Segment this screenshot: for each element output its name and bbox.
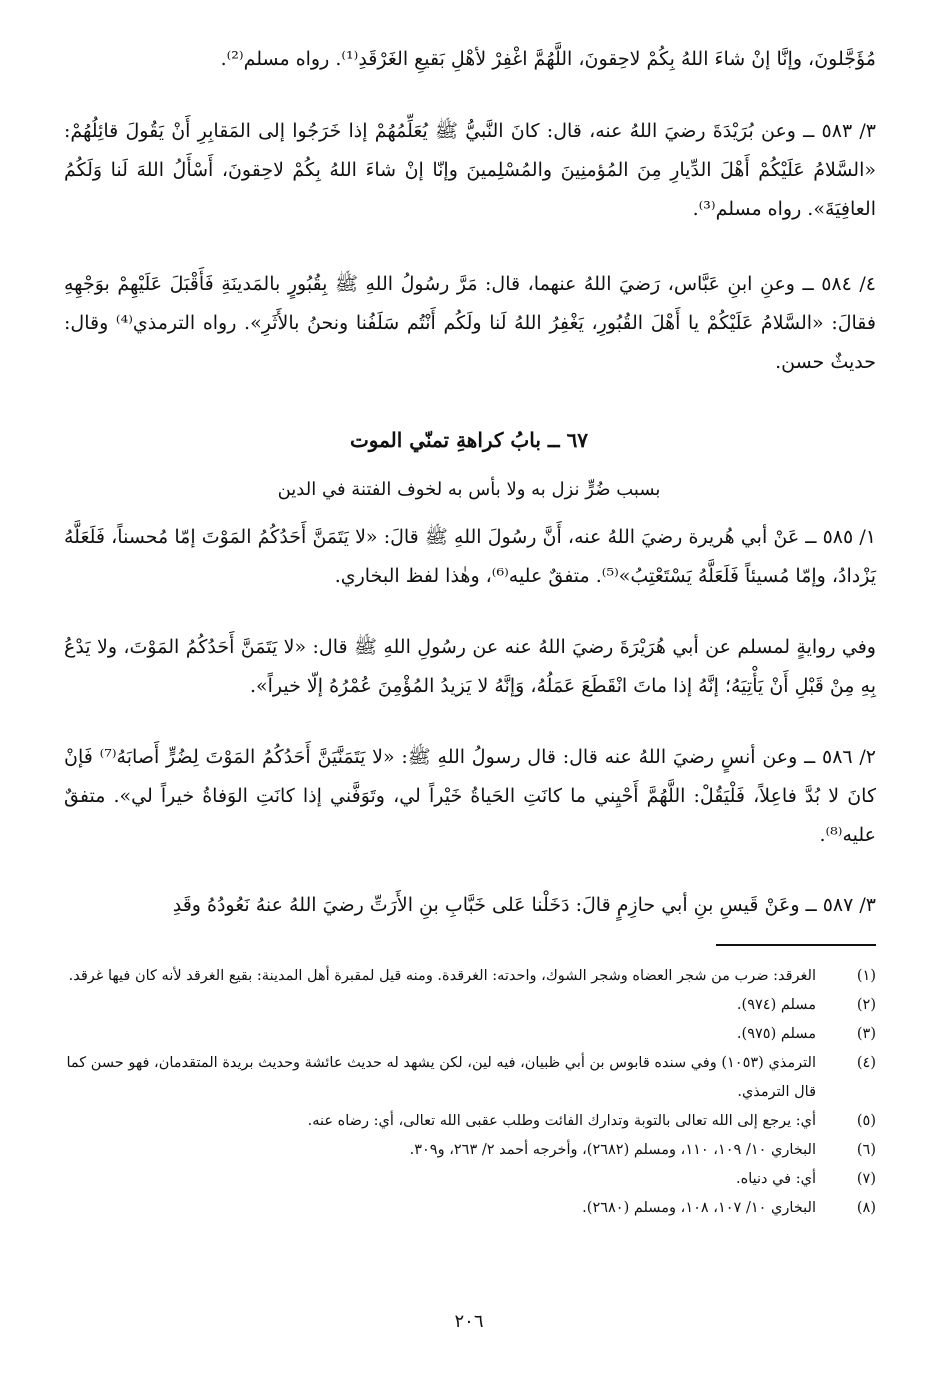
footnote xyxy=(64,1194,876,1223)
footnote-text: البخاري ١٠/ ١٠٧، ١٠٨، ومسلم (٢٦٨٠). xyxy=(582,1200,816,1216)
page-number: ٢٠٦ xyxy=(454,1311,484,1332)
chapter-title: ٦٧ ــ بابُ كراهةِ تمنّي الموت xyxy=(349,428,589,452)
footnote-number: (٥) xyxy=(856,1113,876,1129)
footnote-number: (٧) xyxy=(856,1171,876,1187)
footnote-text: الترمذي (١٠٥٣) وفي سنده قابوس بن أبي ظبيان، فيه لين، لكن يشهد له حديث عائشة وحديث بريدة المتقدمان، فهو حسن كما قال الترمذي. xyxy=(66,1055,816,1100)
footnote-number: (٤) xyxy=(856,1055,876,1071)
footnote xyxy=(64,1136,876,1165)
footnote xyxy=(64,1049,876,1107)
footnote-divider xyxy=(716,944,876,946)
hadith-586: ٢/ ٥٨٦ ــ وعن أنسٍ رضيَ اللهُ عنه قال: قال رسولُ اللهِ ﷺ: «لا يَتَمَنَّيَنَّ أَحَدُكُمُ المَوْتَ لِضُرٍّ أَصابَهُ⁽⁷⁾ فَإنْ كانَ لا بُدَّ فاعِلاً، فَلْيَقُلْ: اللَّهُمَّ أَحْيِني ما كانَتِ الحَياةُ خَيْراً لي، وتَوَفَّني إذا كانَتِ الوَفاةُ خيراً لي». متفقٌ عليه⁽⁸⁾. xyxy=(64,746,876,846)
footnote-text: أي: في دنياه. xyxy=(736,1171,816,1187)
hadith-585-muslim-narration: وفي روايةٍ لمسلم عن أبي هُرَيْرَةَ رضيَ اللهُ عنه عن رسُولِ اللهِ ﷺ قال: «لا يَتَمَنَّ أَحَدُكُمُ المَوْتَ، ولا يَدْعُ بِهِ مِنْ قَبْلِ أَنْ يَأْتِيَهُ؛ إنَّهُ إذا ماتَ انْقَطَعَ عَمَلُهُ، وَإنَّهُ لا يَزيدُ المُؤْمِنَ عُمْرُهُ إلّا خيراً». xyxy=(64,636,876,697)
footnote-text: الغرقد: ضرب من شجر العضاه وشجر الشوك، واحدته: الغرقدة. ومنه قيل لمقبرة أهل المدينة: بقيع الغرقد لأنه كان فيها غرقد. xyxy=(68,968,816,984)
footnote xyxy=(64,1165,876,1194)
footnote xyxy=(64,962,876,991)
footnotes-list xyxy=(64,962,876,1223)
chapter-subtitle: بسبب ضُرٍّ نزل به ولا بأس به لخوف الفتنة في الدين xyxy=(277,479,661,500)
footnote-number: (٨) xyxy=(856,1200,876,1216)
footnote-text: البخاري ١٠/ ١٠٩، ١١٠، ومسلم (٢٦٨٢)، وأخرجه أحمد ٢/ ٢٦٣، و٣٠٩. xyxy=(409,1142,816,1158)
footnote-text: مسلم (٩٧٥). xyxy=(736,1026,816,1042)
footnote-text: مسلم (٩٧٤). xyxy=(736,997,816,1013)
footnote-number: (٢) xyxy=(856,997,876,1013)
footnote xyxy=(64,1107,876,1136)
footnote xyxy=(64,1020,876,1049)
footnote-number: (٦) xyxy=(856,1142,876,1158)
footnote xyxy=(64,991,876,1020)
footnote-number: (٣) xyxy=(856,1026,876,1042)
hadith-583: ٣/ ٥٨٣ ــ وعن بُرَيْدَةَ رضيَ اللهُ عنه، قال: كانَ النَّبيُّ ﷺ يُعَلِّمُهُمْ إذا خَرَجُوا إلى المَقابِرِ أَنْ يَقُولَ قائِلُهُمْ: «السَّلامُ عَلَيْكُمْ أَهْلَ الدِّيارِ مِنَ المُؤمنِينَ والمُسْلِمينَ وإنّا إنْ شاءَ اللهُ بِكُمْ لاحِقونَ، أَسْأَلُ اللهَ لَنا وَلَكُمُ العافِيَةَ». رواه مسلم⁽³⁾. xyxy=(64,120,876,220)
hadith-587: ٣/ ٥٨٧ ــ وعَنْ قَيسِ بنِ أبي حازِمٍ قالَ: دَخَلْنا عَلى خَبَّابِ بنِ الأَرَتِّ رضيَ اللهُ عنهُ نَعُودُهُ وقَدِ xyxy=(172,894,876,916)
hadith-585: ١/ ٥٨٥ ــ عَنْ أبي هُريرة رضيَ اللهُ عنه، أَنَّ رسُولَ اللهِ ﷺ قالَ: «لا يَتَمَنَّ أَحَدُكُمُ المَوْتَ إمّا مُحسناً، فَلَعَلَّهُ يَزْدادُ، وإمّا مُسيئاً فَلَعَلَّهُ يَسْتَعْتِبُ»⁽⁵⁾. متفقٌ عليه⁽⁶⁾، وهٰذا لفظ البخاري. xyxy=(64,526,876,587)
footnote-number: (١) xyxy=(856,968,876,984)
paragraph-continuation: مُؤَجَّلونَ، وإنَّا إنْ شاءَ اللهُ بِكُمْ لاحِقونَ، اللَّهُمَّ اغْفِرْ لأهْلِ بَقيعِ الغَرْقَدِ⁽¹⁾. رواه مسلم⁽²⁾. xyxy=(220,48,876,70)
hadith-584: ٤/ ٥٨٤ ــ وعنِ ابنِ عَبَّاس، رَضيَ اللهُ عنهما، قال: مَرَّ رسُولُ اللهِ ﷺ بِقُبُورٍ بالمَدينَةِ فَأَقْبَلَ عَلَيْهِمْ بوَجْهِهِ فقالَ: «السَّلامُ عَلَيْكُمْ يا أَهْلَ القُبُورِ، يَغْفِرُ اللهُ لَنا ولَكُم أَنْتُم سَلَفُنا ونحنُ بالأَثَرِ». رواه الترمذي⁽⁴⁾ وقال: حديثٌ حسن. xyxy=(64,273,877,373)
footnote-text: أي: يرجع إلى الله تعالى بالتوبة وتدارك الفائت وطلب عقبى الله تعالى، أي: رضاه عنه. xyxy=(307,1113,816,1129)
